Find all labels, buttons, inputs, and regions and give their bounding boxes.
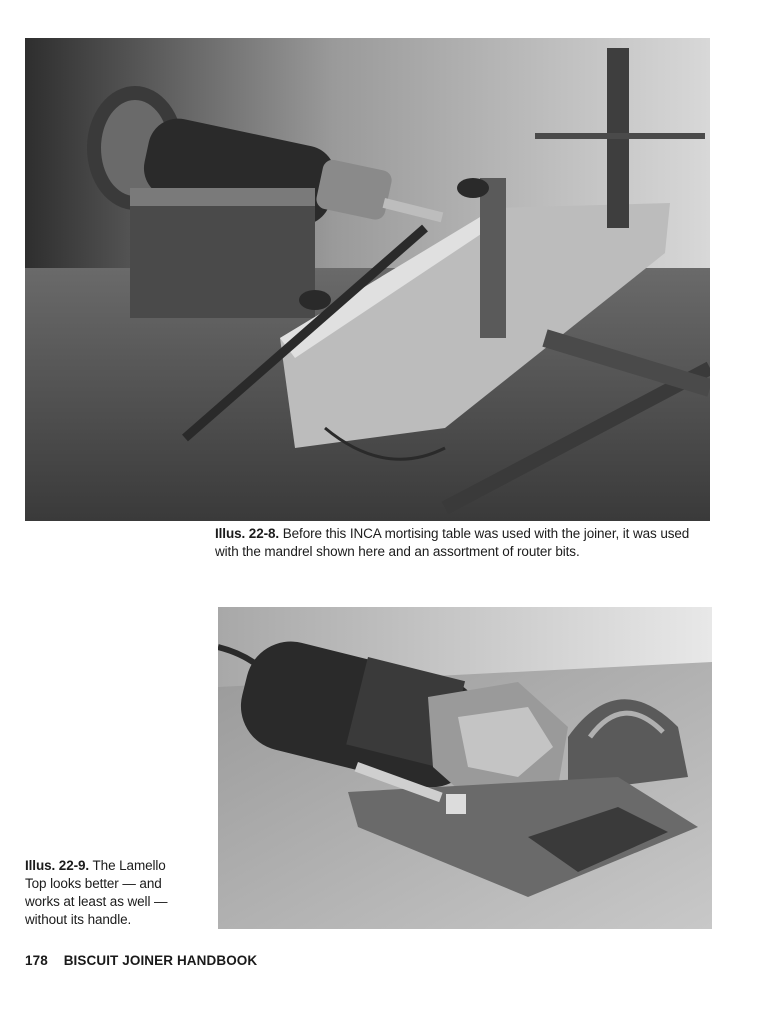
figure-text-22-9: The Lamello Top looks better — and works at least as well — without its handle. [25, 858, 168, 927]
page-number: 178 [25, 953, 48, 968]
figure-label-22-8: Illus. 22-8. [215, 526, 280, 541]
page-footer [25, 953, 257, 968]
photo-inca-mortising-table [25, 38, 710, 521]
figure-caption-22-8 [215, 525, 715, 561]
figure-text-22-8: Before this INCA mortising table was used with the joiner, it was used with the mandrel shown here and an assortment of router bits. [215, 526, 690, 559]
photo-lamello-top-joiner [218, 607, 712, 929]
figure-caption-22-9 [25, 857, 190, 929]
figure-label-22-9: Illus. 22-9. [25, 858, 90, 873]
running-title: BISCUIT JOINER HANDBOOK [63, 953, 258, 968]
